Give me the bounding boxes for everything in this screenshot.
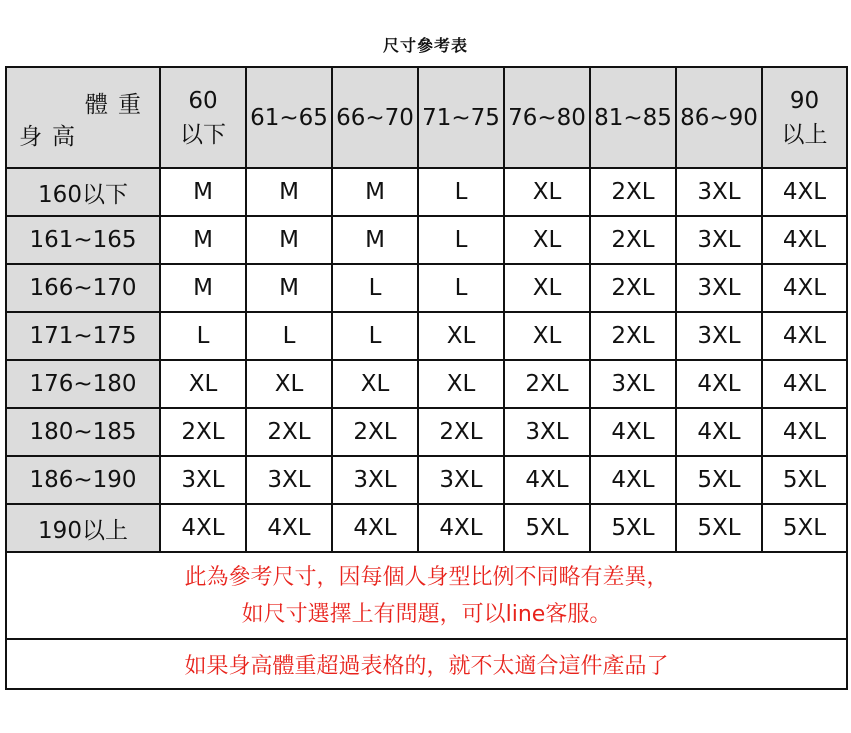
weight-header-cell: 71~75	[418, 67, 504, 168]
table-row	[6, 264, 847, 312]
size-cell: M	[332, 168, 418, 216]
size-cell: 4XL	[332, 504, 418, 552]
size-cell: M	[160, 264, 246, 312]
size-cell: 3XL	[332, 456, 418, 504]
height-range-cell: 186~190	[6, 456, 160, 504]
height-axis-label: 身高	[19, 124, 85, 150]
weight-header-cell: 76~80	[504, 67, 590, 168]
weight-header-cell	[160, 67, 246, 168]
size-cell: 2XL	[590, 216, 676, 264]
size-cell: 4XL	[762, 216, 847, 264]
size-cell: L	[418, 264, 504, 312]
weight-axis-label: 體重	[85, 92, 151, 118]
size-cell: XL	[504, 264, 590, 312]
size-cell: 2XL	[418, 408, 504, 456]
weight-header-cell: 86~90	[676, 67, 762, 168]
size-cell: 5XL	[762, 456, 847, 504]
table-row	[6, 456, 847, 504]
size-cell: 4XL	[418, 504, 504, 552]
size-cell: 4XL	[762, 408, 847, 456]
size-cell: 2XL	[504, 360, 590, 408]
size-chart-table	[5, 66, 848, 690]
page-title: 尺寸參考表	[382, 36, 468, 55]
table-row	[6, 408, 847, 456]
size-cell: 5XL	[676, 456, 762, 504]
size-cell: 4XL	[762, 168, 847, 216]
size-cell: M	[332, 216, 418, 264]
size-cell: 2XL	[590, 312, 676, 360]
size-cell: 2XL	[332, 408, 418, 456]
size-rows	[6, 168, 847, 552]
size-cell: 3XL	[676, 312, 762, 360]
table-row	[6, 312, 847, 360]
size-cell: XL	[246, 360, 332, 408]
height-range-cell: 176~180	[6, 360, 160, 408]
height-range-cell: 180~185	[6, 408, 160, 456]
weight-header-cell: 61~65	[246, 67, 332, 168]
size-cell: 5XL	[762, 504, 847, 552]
weight-header-line1: 60	[188, 87, 218, 114]
size-cell: 4XL	[246, 504, 332, 552]
table-row	[6, 216, 847, 264]
size-cell: 3XL	[676, 168, 762, 216]
size-cell: 4XL	[504, 456, 590, 504]
height-range-cell: 160以下	[6, 168, 160, 216]
note-cell	[6, 552, 847, 639]
size-cell: 5XL	[590, 504, 676, 552]
height-range-cell: 161~165	[6, 216, 160, 264]
weight-header-line1: 90	[789, 87, 820, 114]
size-cell: 4XL	[676, 408, 762, 456]
size-cell: 4XL	[160, 504, 246, 552]
size-cell: 3XL	[676, 216, 762, 264]
weight-header-row	[6, 67, 847, 168]
size-cell: 3XL	[590, 360, 676, 408]
size-cell: 3XL	[246, 456, 332, 504]
size-cell: 4XL	[590, 408, 676, 456]
height-range-cell: 171~175	[6, 312, 160, 360]
weight-header-cell: 81~85	[590, 67, 676, 168]
size-cell: L	[160, 312, 246, 360]
table-row	[6, 504, 847, 552]
corner-header-cell	[6, 67, 160, 168]
height-range-cell: 190以上	[6, 504, 160, 552]
size-cell: XL	[504, 168, 590, 216]
size-cell: 4XL	[762, 264, 847, 312]
table-row	[6, 360, 847, 408]
size-cell: 4XL	[762, 360, 847, 408]
weight-header-line2: 以上	[781, 121, 828, 148]
size-cell: 3XL	[418, 456, 504, 504]
size-cell: 4XL	[676, 360, 762, 408]
size-cell: L	[418, 168, 504, 216]
size-cell: 2XL	[246, 408, 332, 456]
size-cell: M	[246, 168, 332, 216]
note-line-1: 此為參考尺寸，因每個人身型比例不同略有差異，	[184, 564, 669, 590]
weight-header-cell: 66~70	[332, 67, 418, 168]
warning-cell: 如果身高體重超過表格的，就不太適合這件產品了	[6, 639, 847, 689]
size-cell: 3XL	[160, 456, 246, 504]
weight-header-line2: 以下	[180, 121, 226, 148]
size-cell: XL	[418, 360, 504, 408]
size-cell: 2XL	[590, 264, 676, 312]
size-cell: XL	[418, 312, 504, 360]
note-row	[6, 552, 847, 639]
size-cell: 4XL	[762, 312, 847, 360]
size-cell: XL	[504, 216, 590, 264]
size-cell: 4XL	[590, 456, 676, 504]
height-range-cell: 166~170	[6, 264, 160, 312]
size-cell: 5XL	[676, 504, 762, 552]
size-cell: XL	[504, 312, 590, 360]
size-cell: L	[418, 216, 504, 264]
size-cell: M	[246, 216, 332, 264]
size-cell: M	[160, 216, 246, 264]
size-cell: 3XL	[504, 408, 590, 456]
note-line-2: 如尺寸選擇上有問題，可以line客服。	[241, 601, 612, 627]
size-cell: L	[332, 312, 418, 360]
size-cell: L	[332, 264, 418, 312]
size-cell: 3XL	[676, 264, 762, 312]
size-cell: 2XL	[160, 408, 246, 456]
size-cell: M	[246, 264, 332, 312]
size-cell: M	[160, 168, 246, 216]
table-row	[6, 168, 847, 216]
weight-header-cell	[762, 67, 847, 168]
size-cell: XL	[332, 360, 418, 408]
size-cell: 2XL	[590, 168, 676, 216]
size-cell: XL	[160, 360, 246, 408]
warning-row	[6, 639, 847, 689]
size-cell: L	[246, 312, 332, 360]
size-cell: 5XL	[504, 504, 590, 552]
